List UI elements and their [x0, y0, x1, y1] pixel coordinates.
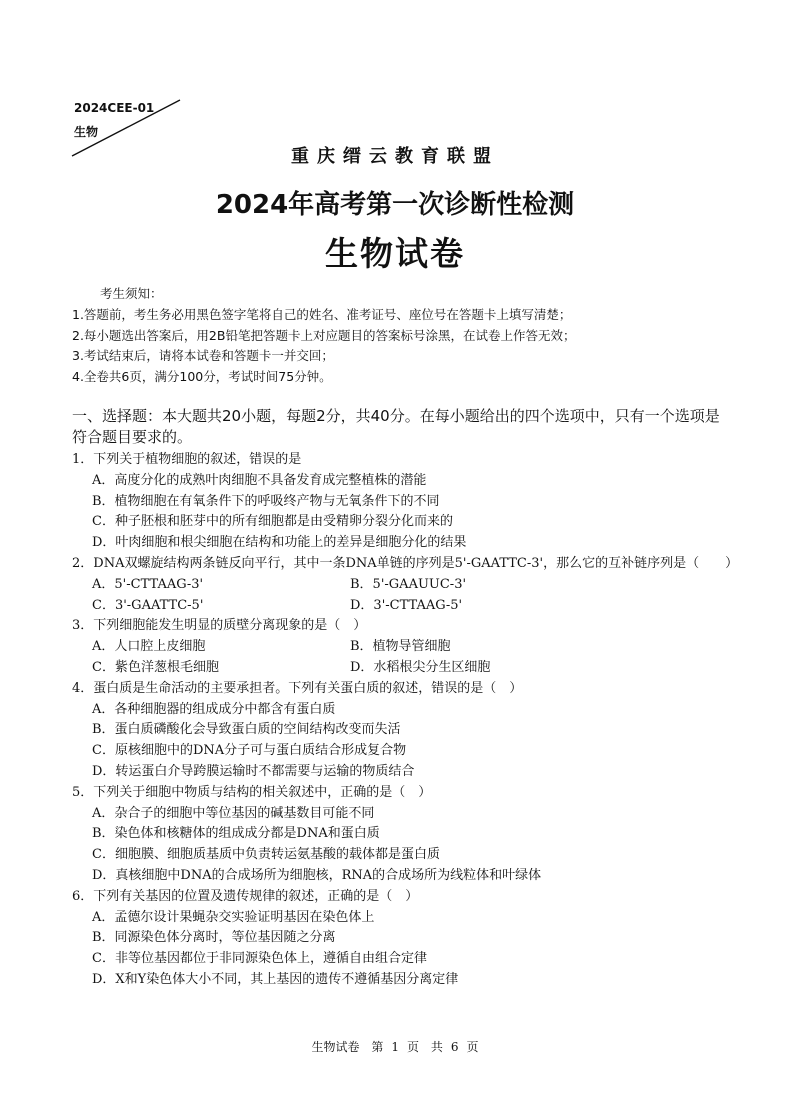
option-c: C．种子胚根和胚芽中的所有细胞都是由受精卵分裂分化而来的 — [92, 514, 453, 530]
question-list — [72, 450, 739, 991]
page-footer — [0, 1038, 790, 1055]
section-heading: 一、选择题：本大题共20小题，每题2分，共40分。在每小题给出的四个选项中，只有一个选项是符合题目要求的。 — [72, 407, 720, 446]
option-b: B．蛋白质磷酸化会导致蛋白质的空间结构改变而失活 — [92, 722, 401, 738]
option-b: B．5'-GAAUUC-3' — [350, 576, 467, 592]
question-stem: 4．蛋白质是生命活动的主要承担者。下列有关蛋白质的叙述，错误的是（ ） — [72, 680, 523, 696]
question-1 — [72, 450, 732, 554]
subject-title: 生物试卷 — [325, 234, 465, 273]
option-d: D．X和Y染色体大小不同，其上基因的遗传不遵循基因分离定律 — [92, 971, 459, 987]
option-b: B．染色体和核糖体的组成成分都是DNA和蛋白质 — [92, 826, 380, 842]
exam-code: 2024CEE-01 — [74, 101, 155, 115]
question-stem: 6．下列有关基因的位置及遗传规律的叙述，正确的是（ ） — [72, 888, 419, 904]
option-row — [72, 658, 732, 679]
option-a: A．孟德尔设计果蝇杂交实验证明基因在染色体上 — [92, 909, 375, 925]
option-b: B．植物导管细胞 — [350, 639, 451, 655]
option-c: C．细胞膜、细胞质基质中负责转运氨基酸的载体都是蛋白质 — [92, 847, 440, 863]
question-3 — [72, 616, 732, 678]
question-5 — [72, 783, 732, 887]
option-a: A．各种细胞器的组成成分中都含有蛋白质 — [92, 701, 336, 717]
option-a: A．5'-CTTAAG-3' — [92, 576, 204, 592]
notice-item: 1.答题前，考生务必用黑色签字笔将自己的姓名、准考证号、座位号在答题卡上填写清楚； — [72, 306, 572, 322]
option-c: C．非等位基因都位于非同源染色体上，遵循自由组合定律 — [92, 951, 427, 967]
option-row — [72, 637, 732, 658]
option-row — [72, 596, 732, 617]
union-title: 重庆缙云教育联盟 — [291, 146, 499, 167]
option-d: D．叶肉细胞和根尖细胞在结构和功能上的差异是细胞分化的结果 — [92, 535, 467, 551]
question-stem: 3．下列细胞能发生明显的质壁分离现象的是（ ） — [72, 618, 367, 634]
notice-item: 3.考试结束后，请将本试卷和答题卡一并交回； — [72, 348, 334, 364]
option-a: A．人口腔上皮细胞 — [92, 639, 206, 655]
option-d: D．3'-CTTAAG-5' — [350, 597, 463, 613]
option-c: C．3'-GAATTC-5' — [92, 597, 204, 613]
option-b: B．植物细胞在有氧条件下的呼吸终产物与无氧条件下的不同 — [92, 493, 440, 509]
option-c: C．紫色洋葱根毛细胞 — [92, 659, 219, 675]
question-4 — [72, 679, 732, 783]
option-a: A．高度分化的成熟叶肉细胞不具备发育成完整植株的潜能 — [92, 472, 427, 488]
footer-page-label: 第 — [371, 1040, 384, 1054]
question-stem: 2．DNA双螺旋结构两条链反向平行，其中一条DNA单链的序列是5'-GAATTC-3'，那么它的互补链序列是（ ） — [72, 555, 739, 571]
option-d: D．转运蛋白介导跨膜运输时不都需要与运输的物质结合 — [92, 763, 415, 779]
question-stem: 1．下列关于植物细胞的叙述，错误的是 — [72, 452, 302, 467]
footer-total-label: 共 — [430, 1040, 443, 1054]
option-row — [72, 575, 732, 596]
notice-item: 4.全卷共6页，满分100分，考试时间75分钟。 — [72, 369, 332, 385]
option-c: C．原核细胞中的DNA分子可与蛋白质结合形成复合物 — [92, 743, 407, 759]
notice-item: 2.每小题选出答案后，用2B铅笔把答题卡上对应题目的答案标号涂黑，在试卷上作答无效； — [72, 327, 576, 343]
notice-title: 考生须知： — [100, 286, 163, 301]
option-a: A．杂合子的细胞中等位基因的碱基数目可能不同 — [92, 805, 375, 821]
option-d: D．真核细胞中DNA的合成场所为细胞核，RNA的合成场所为线粒体和叶绿体 — [92, 867, 542, 883]
subject-label: 生物 — [74, 125, 99, 139]
footer-subject: 生物试卷 — [311, 1040, 360, 1054]
footer-total-pages: 6 — [450, 1040, 459, 1054]
footer-page-unit: 页 — [406, 1040, 419, 1054]
exam-title: 2024年高考第一次诊断性检测 — [215, 190, 575, 220]
footer-page-number: 1 — [391, 1040, 399, 1054]
option-d: D．水稻根尖分生区细胞 — [350, 659, 491, 675]
question-2 — [72, 554, 739, 616]
option-b: B．同源染色体分离时，等位基因随之分离 — [92, 930, 336, 946]
candidate-notice — [72, 284, 575, 388]
question-stem: 5．下列关于细胞中物质与结构的相关叙述中，正确的是（ ） — [72, 784, 432, 800]
question-6 — [72, 887, 732, 991]
footer-total-unit: 页 — [466, 1040, 479, 1054]
